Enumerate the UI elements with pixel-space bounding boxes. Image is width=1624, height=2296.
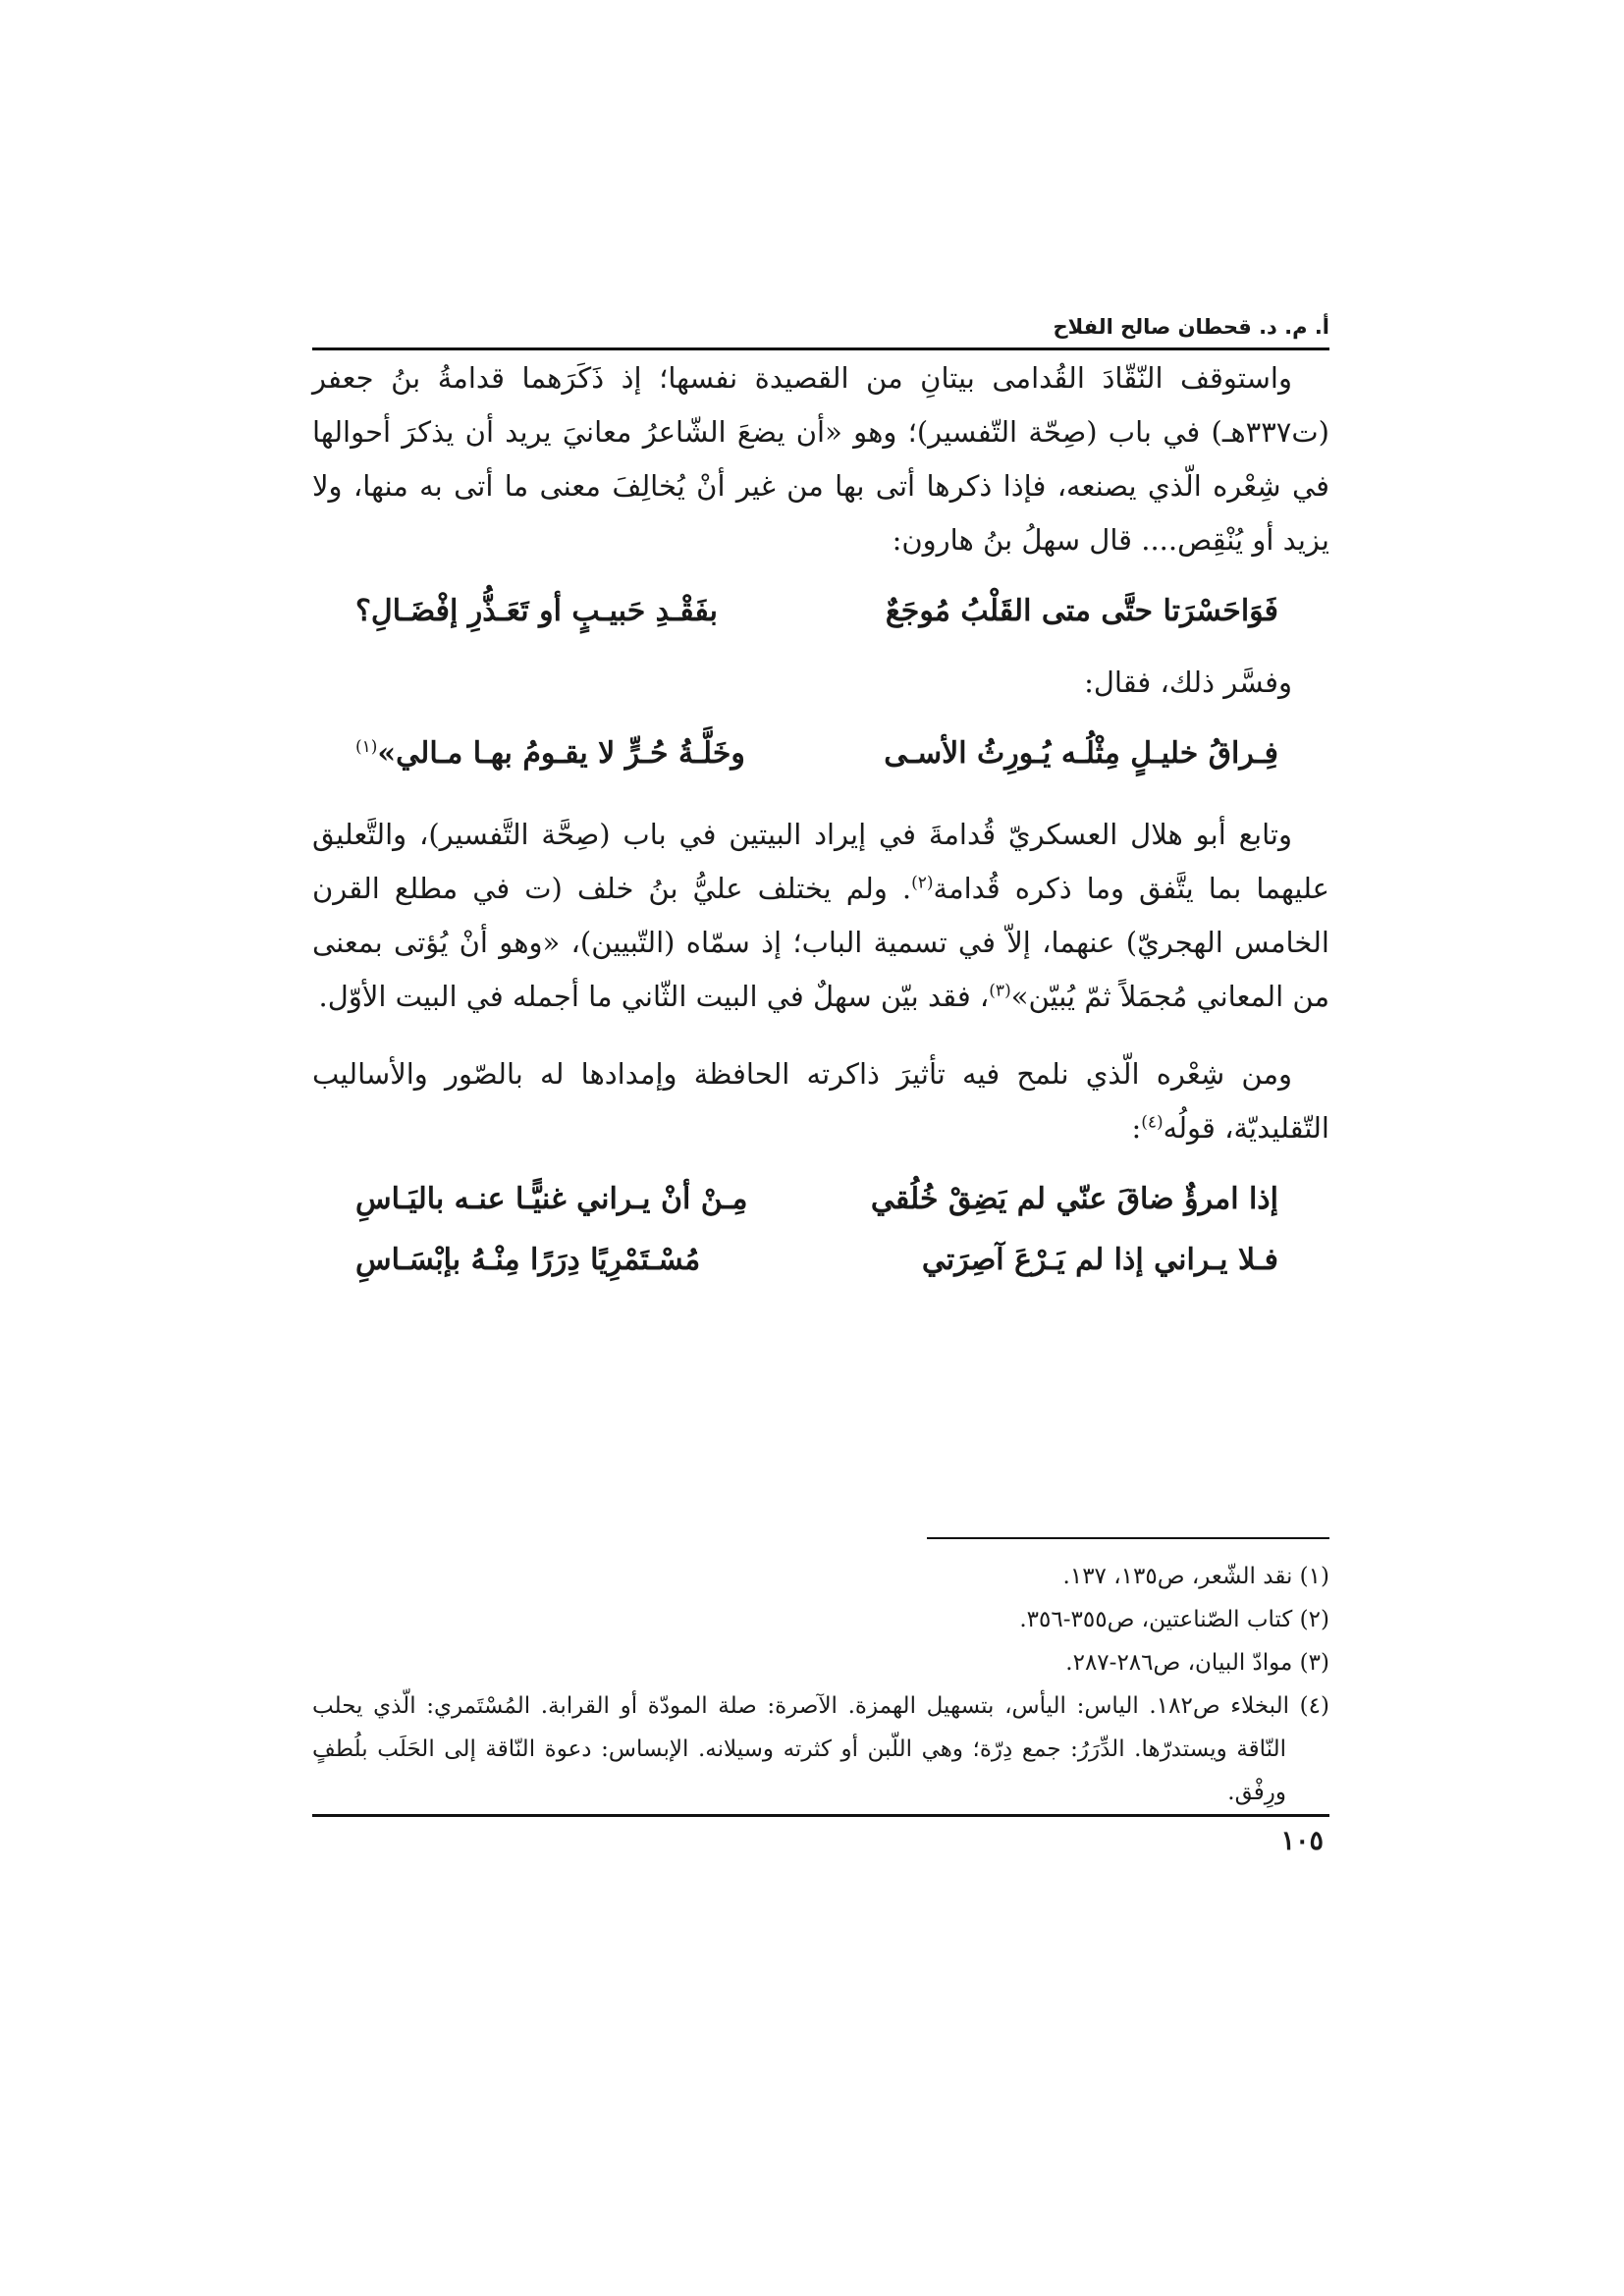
paragraph-askari-text: وتابع أبو هلال العسكريّ قُدامةَ في إيراد البيتين في باب (صِحَّة التَّفسير)، والتَّعليق عليهما بما يتَّفق وما ذكره قُدامة [312,818,1329,905]
footnote-4: (٤) البخلاء ص١٨٢. الياس: اليأس، بتسهيل الهمزة. الآصرة: صلة المودّة أو القرابة. المُسْتَمري: الّذي يحلب النّاقة ويستدرّها. الدِّرَرُ: جمع دِرّة؛ وهي اللّبن أو كثرته وسيلانه. الإبساس: دعوة النّاقة إلى الحَلَب بلُطفٍ ورِفْق. [312,1693,1329,1805]
verse-line-3 [312,1169,1329,1230]
verse-3-first-hemistich: إذا امرؤٌ ضاقَ عنّي لم يَضِقْ خُلُقي [870,1182,1278,1216]
verse-4-second-hemistich: مُسْـتَمْرِيًا دِرَرًا مِنْـهُ بإبْسَـاسِ [355,1243,701,1277]
footnote-ref-1: (١) [355,737,378,757]
body-text [312,351,1329,1291]
paragraph-askari-continuation: . ولم يختلف عليُّ بنُ خلف (ت في مطلع القرن الخامس الهجريّ) عنهما، إلاّ في تسمية الباب؛ إذ سمّاه (التّبيين)، «وهو أنْ يُؤتى بمعنى من المعاني مُجمَلاً ثمّ يُبيّن» [312,872,1329,1013]
page-number: ١٠٥ [1280,1826,1324,1856]
footnote-ref-2: (٢) [911,873,934,893]
footnote-ref-4: (٤) [1141,1112,1164,1133]
paragraph-askari-end: ، فقد بيّن سهلٌ في البيت الثّاني ما أجمله في البيت الأوّل. [318,980,990,1013]
running-head-author: أ. م. د. قحطان صالح الفلاح [1053,315,1329,339]
paragraph-memory-text: ومن شِعْره الّذي نلمح فيه تأثيرَ ذاكرته الحافظة وإمدادها له بالصّور والأساليب التّقليديّة، قولُه [312,1057,1329,1145]
footnote-2: (٢) كتاب الصّناعتين، ص٣٥٥-٣٥٦. [1019,1607,1329,1632]
paragraph-askari [312,808,1329,1024]
paragraph-explanation: وفسَّر ذلك، فقال: [1084,666,1292,699]
verse-1-first-hemistich: فَوَاحَسْرَتا حتَّى متى القَلْبُ مُوجَعٌ [885,594,1278,628]
paragraph-memory-colon: : [1131,1111,1142,1145]
paragraph-qudama: واستوقف النّقّادَ القُدامى بيتانِ من القصيدة نفسها؛ إذ ذَكَرَهما قدامةُ بنُ جعفر (ت٣٣٧هـ) في باب (صِحّة التّفسير)؛ وهو «أن يضعَ الشّاعرُ معانيَ يريد أن يذكرَ أحوالها في شِعْره الّذي يصنعه، فإذا ذكرها أتى بها من غير أنْ يُخالِفَ معنى ما أتى به منها، ولا يزيد أو يُنْقِص.... قال سهلُ بنُ هارون: [312,361,1329,557]
verse-2-first-hemistich: فِـراقُ خليـلٍ مِثْلُـه يُـورِثُ الأسـى [884,736,1278,771]
footnote-ref-3: (٣) [989,981,1011,1001]
verse-4-first-hemistich: فـلا يـراني إذا لم يَـرْعَ آصِرَتي [921,1243,1278,1277]
verse-2-second-text: وخَلَّـةُ حُـرٍّ لا يقـومُ بهـا مـالي» [377,736,745,771]
verse-line-4 [312,1230,1329,1291]
verse-2-second-hemistich [355,723,745,784]
footnote-separator [927,1537,1329,1539]
book-page [312,312,1329,1981]
verse-line-1 [312,581,1329,642]
verse-3-second-hemistich: مِـنْ أنْ يـراني غنيًّـا عنـه باليَـاسِ [355,1182,748,1216]
footnote-1: (١) نقد الشّعر، ص١٣٥، ١٣٧. [1062,1564,1329,1589]
verse-line-2 [312,723,1329,784]
verse-1-second-hemistich: بفَقْـدِ حَبيـبٍ أو تَعَـذُّرِ إفْضَـالِ؟ [355,594,718,628]
footnotes [312,1555,1329,1814]
footnote-3: (٣) موادّ البيان، ص٢٨٦-٢٨٧. [1065,1650,1329,1676]
footer-rule [312,1814,1329,1817]
paragraph-memory [312,1047,1329,1155]
header-rule [312,347,1329,350]
